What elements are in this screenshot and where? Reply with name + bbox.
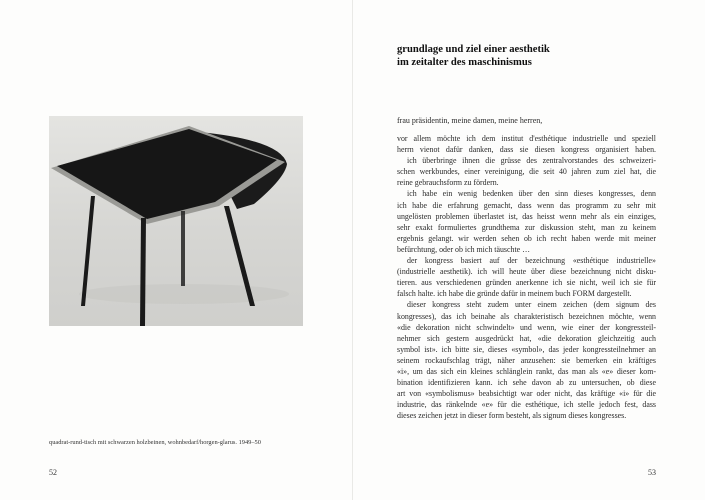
text-line: herrn vienot dafür danken, dass sie diesen kongress organisiert haben. <box>397 145 656 155</box>
text-line: reine gebrauchsform zu fördern. <box>397 178 499 188</box>
photo-caption: quadrat-rund-tisch mit schwarzen holzbeinen, wohnbedarf/horgen-glarus. 1949–50 <box>49 439 261 446</box>
table-photo <box>49 116 303 326</box>
chapter-title <box>397 43 657 69</box>
text-line: «i», um das sich ein kleines schlänglein rankt, das man als «e» dieser kom- <box>397 366 656 376</box>
text-line: ich überbringe ihnen die grüsse des zentralvorstandes des schweizeri- <box>407 156 656 166</box>
text-line: schen werkbundes, einer vereinigung, die seit 40 jahren zum ziel hat, die <box>397 167 656 177</box>
body-text <box>397 133 656 421</box>
text-line: (industrielle aesthetik). ich will heute über diese bezeichnung nicht disku- <box>397 267 656 277</box>
text-line: ungelösten problemen überlastet ist, das heisst wenn mehr als ein einziges, <box>397 211 656 221</box>
text-line: symbol ist». ich bitte sie, dieses «symbol», das jeder kongressteilnehmer an <box>397 344 656 354</box>
page-number-right: 53 <box>648 468 656 477</box>
salutation: frau präsidentin, meine damen, meine herren, <box>397 116 543 125</box>
text-line: sehr exakt formuliertes grundthema zur diskussion steht, man zu keinem <box>397 222 656 232</box>
text-line: falsch halte. ich habe die gründe dafür in meinem buch FORM dargestellt. <box>397 289 632 299</box>
text-line: seinem rockaufschlag trägt, näher anzusehen: sie bemerken ein kräftiges <box>397 355 656 365</box>
text-line: «die dekoration nicht schwindelt» und wenn, wie einer der kongressteil- <box>397 322 656 332</box>
left-page <box>0 0 352 500</box>
text-line: industrie, das ränkelnde «e» für die esthétique, ich stelle jedoch fest, dass <box>397 400 656 410</box>
text-line: ergebnis gelangt. wir werden sehen ob ich recht haben werde mit meiner <box>397 233 656 243</box>
text-line: dieses zeichen jetzt in dieser form besteht, als signum dieses kongresses. <box>397 411 627 421</box>
right-page <box>353 0 705 500</box>
text-line: vor allem möchte ich dem institut d'esthétique industrielle und speziell <box>397 134 656 143</box>
text-line: kongresses), das ich beinahe als charakteristisch bezeichnen möchte, wenn <box>397 311 656 321</box>
text-line: ich habe ein wenig bedenken über den sinn dieses kongresses, denn <box>407 189 656 199</box>
text-line: ich habe die erfahrung gemacht, dass wenn das programm zu sehr mit <box>397 200 656 210</box>
text-line: tieren. aus verschiedenen gründen anerkenne ich sie nicht, weil ich sie für <box>397 278 656 288</box>
text-line: bination identifizieren kann. ich sehe davon ab zu untersuchen, ob diese <box>397 378 656 388</box>
text-line: dieser kongress steht zudem unter einem zeichen (dem signum des <box>407 300 656 310</box>
chapter-title-line: grundlage und ziel einer aesthetik <box>397 44 550 55</box>
text-line: nehmer sich gestern ausgedrückt hat, «die dekoration gleichzeitig auch <box>397 333 656 343</box>
page-number-left: 52 <box>49 468 57 477</box>
text-line: art von «symbolismus» beabsichtigt war oder nicht, das kräftige «i» für die <box>397 389 656 399</box>
text-line: der kongress basiert auf der bezeichnung «esthétique industrielle» <box>407 256 656 266</box>
chapter-title-line: im zeitalter des maschinismus <box>397 57 532 68</box>
text-line: befürchtung, oder ob ich mich täuschte … <box>397 244 531 254</box>
